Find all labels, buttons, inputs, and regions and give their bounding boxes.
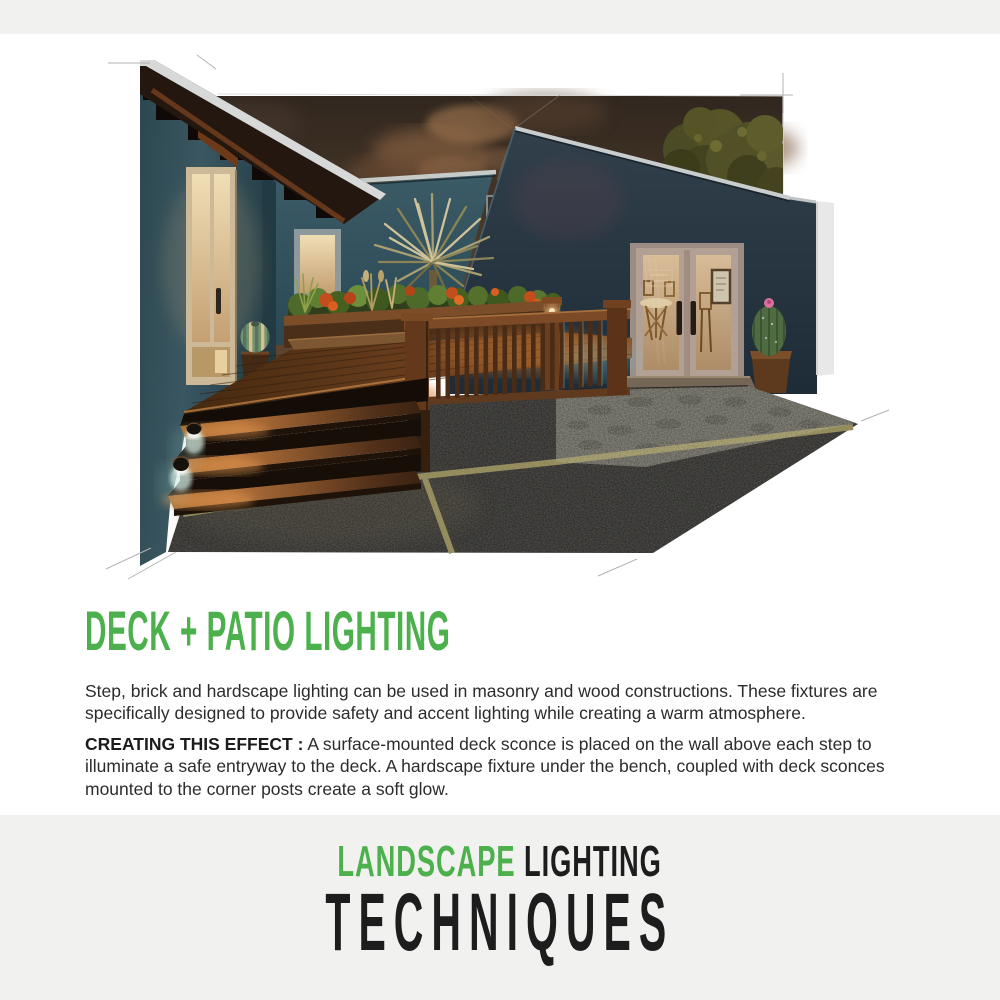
footer-brand-landscape: LANDSCAPE <box>337 837 516 886</box>
white-panel <box>817 201 834 376</box>
footer-subtitle <box>0 877 1000 968</box>
footer-brand-lighting: LIGHTING <box>515 837 663 886</box>
effect-text: A surface-mounted deck sconce is placed on the wall above each step to illuminate a safe entryway to the deck. A hardscape fixture under the bench, coupled with deck sconces mounted to the corner posts create a soft glow. <box>85 733 885 799</box>
effect-paragraph <box>85 733 921 801</box>
footer-subtitle-text: TECHNIQUES <box>325 877 675 968</box>
sunset-tint <box>513 160 623 240</box>
door-handle <box>691 301 697 335</box>
intro-paragraph: Step, brick and hardscape lighting can be used in masonry and wood constructions. These fixtures are specifically designed to provide safety and accent lighting while creating a warm atmosphere. <box>85 680 878 723</box>
lit-entry-door <box>186 167 236 385</box>
sky-top-hairline <box>217 94 783 96</box>
picture-frame <box>712 270 730 303</box>
door-handle <box>677 301 683 335</box>
railing-right-post <box>603 300 631 395</box>
entry-door-handle <box>216 288 221 314</box>
effect-label: CREATING THIS EFFECT : <box>85 733 304 754</box>
page-title <box>85 599 774 662</box>
french-doors <box>618 243 756 389</box>
page-title-text: DECK + PATIO LIGHTING <box>85 599 451 662</box>
